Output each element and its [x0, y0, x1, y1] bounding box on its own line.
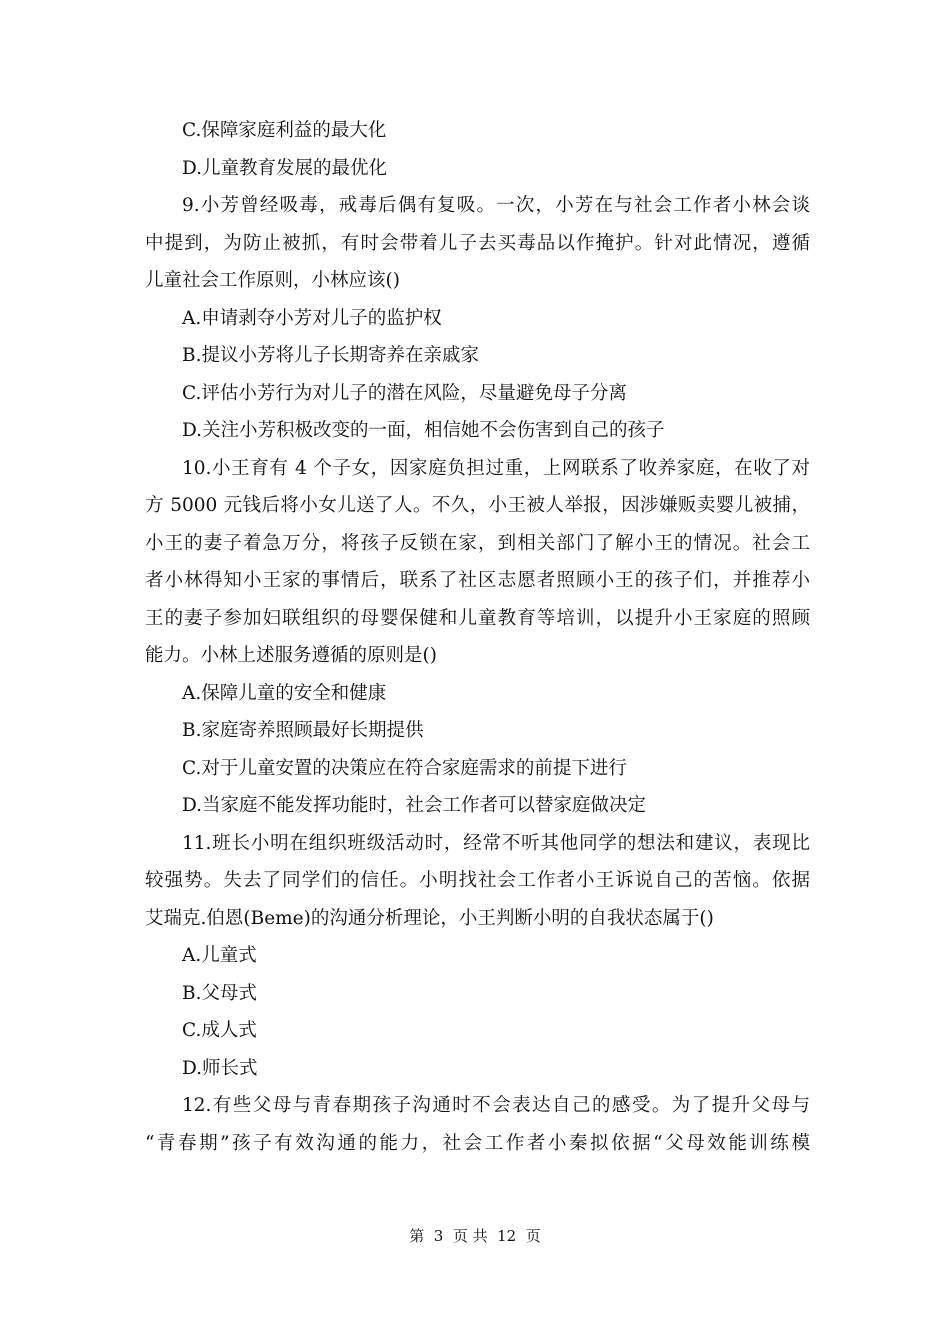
question-line: 王的妻子参加妇联组织的母婴保健和儿童教育等培训，以提升小王家庭的照顾 [145, 607, 810, 629]
answer-option: D.师长式 [182, 1057, 258, 1079]
question-line: “青春期”孩子有效沟通的能力，社会工作者小秦拟依据“父母效能训练模 [145, 1132, 810, 1154]
question-line: 艾瑞克.伯恩(Beme)的沟通分析理论，小王判断小明的自我状态属于() [145, 907, 714, 929]
question-line: 较强势。失去了同学们的信任。小明找社会工作者小王诉说自己的苦恼。依据 [145, 870, 810, 891]
question-line: 12.有些父母与青春期孩子沟通时不会表达自己的感受。为了提升父母与 [182, 1095, 810, 1116]
answer-option: B.家庭寄养照顾最好长期提供 [182, 720, 424, 741]
answer-option: D.儿童教育发展的最优化 [182, 157, 388, 179]
answer-option: C.对于儿童安置的决策应在符合家庭需求的前提下进行 [182, 757, 627, 779]
answer-option: C.成人式 [182, 1020, 257, 1041]
question-line: 中提到，为防止被抓，有时会带着儿子去买毒品以作掩护。针对此情况，遵循 [145, 232, 810, 254]
answer-option: D.关注小芳积极改变的一面，相信她不会伤害到自己的孩子 [182, 420, 665, 441]
question-line: 方 5000 元钱后将小女儿送了人。不久，小王被人举报，因涉嫌贩卖婴儿被捕， [145, 495, 810, 516]
answer-option: B.提议小芳将儿子长期寄养在亲戚家 [182, 345, 479, 366]
answer-option: B.父母式 [182, 982, 257, 1004]
document-body [145, 112, 810, 1162]
answer-option: C.保障家庭利益的最大化 [182, 120, 387, 141]
page-footer: 第 3 页 共 12 页 [409, 1227, 541, 1245]
answer-option: A.申请剥夺小芳对儿子的监护权 [182, 307, 442, 329]
answer-option: A.儿童式 [182, 945, 257, 966]
question-line: 9.小芳曾经吸毒，戒毒后偶有复吸。一次，小芳在与社会工作者小林会谈 [182, 195, 810, 216]
question-line: 11.班长小明在组织班级活动时，经常不听其他同学的想法和建议，表现比 [182, 832, 810, 854]
answer-option: C.评估小芳行为对儿子的潜在风险，尽量避免母子分离 [182, 382, 627, 404]
question-line: 能力。小林上述服务遵循的原则是() [145, 645, 437, 666]
question-line: 者小林得知小王家的事情后，联系了社区志愿者照顾小王的孩子们，并推荐小 [145, 570, 810, 591]
question-line: 儿童社会工作原则，小林应该() [145, 270, 400, 291]
answer-option: D.当家庭不能发挥功能时，社会工作者可以替家庭做决定 [182, 795, 647, 816]
answer-option: A.保障儿童的安全和健康 [182, 682, 387, 704]
question-line: 10.小王育有 4 个子女，因家庭负担过重，上网联系了收养家庭，在收了对 [182, 457, 810, 479]
question-line: 小王的妻子着急万分，将孩子反锁在家，到相关部门了解小王的情况。社会工 [145, 532, 810, 554]
